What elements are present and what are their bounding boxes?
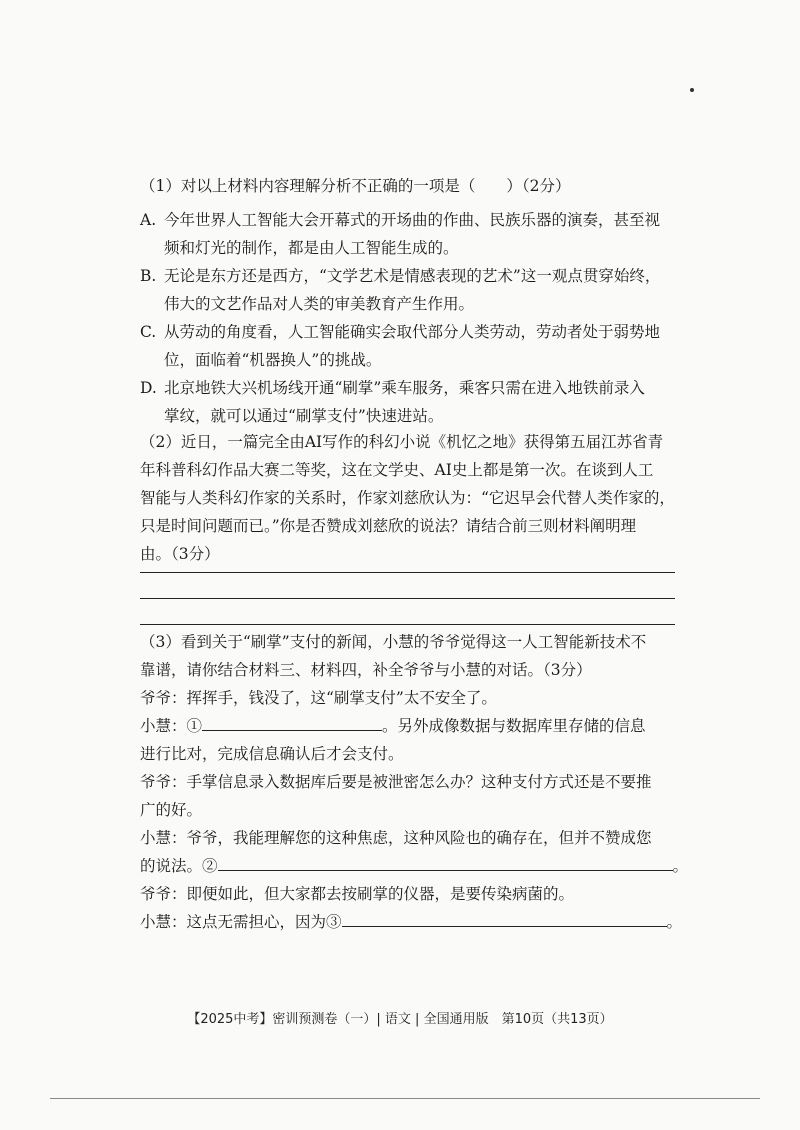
dialogue-grandpa-3: 爷爷：即便如此，但大家都去按刷掌的仪器，是要传染病菌的。 (140, 885, 575, 903)
q1-option-c (140, 318, 700, 374)
dialogue-text: 小慧：这点无需担心，因为③ (140, 913, 342, 931)
dialogue-text: 。另外成像数据与数据库里存储的信息 (382, 717, 646, 735)
option-text-cont: 频和灯光的制作，都是由人工智能生成的。 (164, 239, 459, 257)
dialogue-text: 进行比对，完成信息确认后才会支付。 (140, 745, 404, 763)
answer-line-2[interactable] (140, 598, 675, 599)
q3-intro-line: 靠谱，请你结合材料三、材料四，补全爷爷与小慧的对话。（3分） (140, 661, 592, 679)
q2-line: 由。（3分） (140, 545, 220, 563)
question-2 (140, 428, 700, 568)
dialogue-text: 的说法。② (140, 857, 218, 875)
q1-option-b (140, 262, 700, 318)
option-text-cont: 伟大的文艺作品对人类的审美教育产生作用。 (164, 295, 475, 313)
dialogue-text: 。 (666, 913, 683, 931)
q2-line: （2）近日，一篇完全由AI写作的科幻小说《机忆之地》获得第五届江苏省青 (140, 433, 664, 451)
option-text-cont: 位，面临着“机器换人”的挑战。 (164, 351, 382, 369)
scan-edge-rule (50, 1098, 760, 1099)
q2-line: 智能与人类科幻作家的关系时，作家刘慈欣认为：“它迟早会代替人类作家的， (140, 489, 675, 507)
question-1-stem: （1）对以上材料内容理解分析不正确的一项是（ ）（2分） (140, 177, 571, 195)
q3-intro-line: （3）看到关于“刷掌”支付的新闻，小慧的爷爷觉得这一人工智能新技术不 (140, 633, 647, 651)
q2-line: 只是时间问题而已。”你是否赞成刘慈欣的说法？请结合前三则材料阐明理 (140, 517, 637, 535)
dialogue-text: 广的好。 (140, 801, 203, 819)
scan-speck (690, 88, 694, 92)
answer-line-3[interactable] (140, 624, 675, 625)
option-text: 从劳动的角度看，人工智能确实会取代部分人类劳动，劳动者处于弱势地 (164, 323, 661, 341)
option-text: 无论是东方还是西方，“文学艺术是情感表现的艺术”这一观点贯穿始终， (164, 267, 661, 285)
option-label: A. (140, 211, 157, 229)
q1-option-a (140, 206, 700, 262)
dialogue-text: 小慧：① (140, 717, 203, 735)
question-1 (140, 172, 700, 200)
dialogue-xiaohui-1 (140, 712, 700, 740)
question-3 (140, 628, 700, 936)
page-footer: 【2025中考】密训预测卷（一）| 语文 | 全国通用版 第10页（共13页） (187, 1012, 613, 1027)
option-text: 今年世界人工智能大会开幕式的开场曲的作曲、民族乐器的演奏，甚至视 (164, 211, 661, 229)
dialogue-xiaohui-2: 小慧：爷爷，我能理解您的这种焦虑，这种风险也的确存在，但并不赞成您 (140, 829, 652, 847)
option-label: C. (140, 323, 157, 341)
blank-1[interactable] (202, 712, 382, 731)
dialogue-text: 。 (672, 857, 689, 875)
blank-2[interactable] (218, 852, 673, 871)
option-label: D. (140, 379, 157, 397)
answer-line-1[interactable] (140, 572, 675, 573)
q2-line: 年科普科幻作品大赛二等奖，这在文学史、AI史上都是第一次。在谈到人工 (140, 461, 654, 479)
option-label: B. (140, 267, 157, 285)
dialogue-grandpa-1: 爷爷：挥挥手，钱没了，这“刷掌支付”太不安全了。 (140, 689, 497, 707)
option-text-cont: 掌纹，就可以通过“刷掌支付”快速进站。 (164, 407, 444, 425)
blank-3[interactable] (342, 908, 667, 927)
dialogue-grandpa-2: 爷爷：手掌信息录入数据库后要是被泄密怎么办？这种支付方式还是不要推 (140, 773, 652, 791)
q1-option-d (140, 374, 700, 430)
option-text: 北京地铁大兴机场线开通“刷掌”乘车服务，乘客只需在进入地铁前录入 (164, 379, 645, 397)
